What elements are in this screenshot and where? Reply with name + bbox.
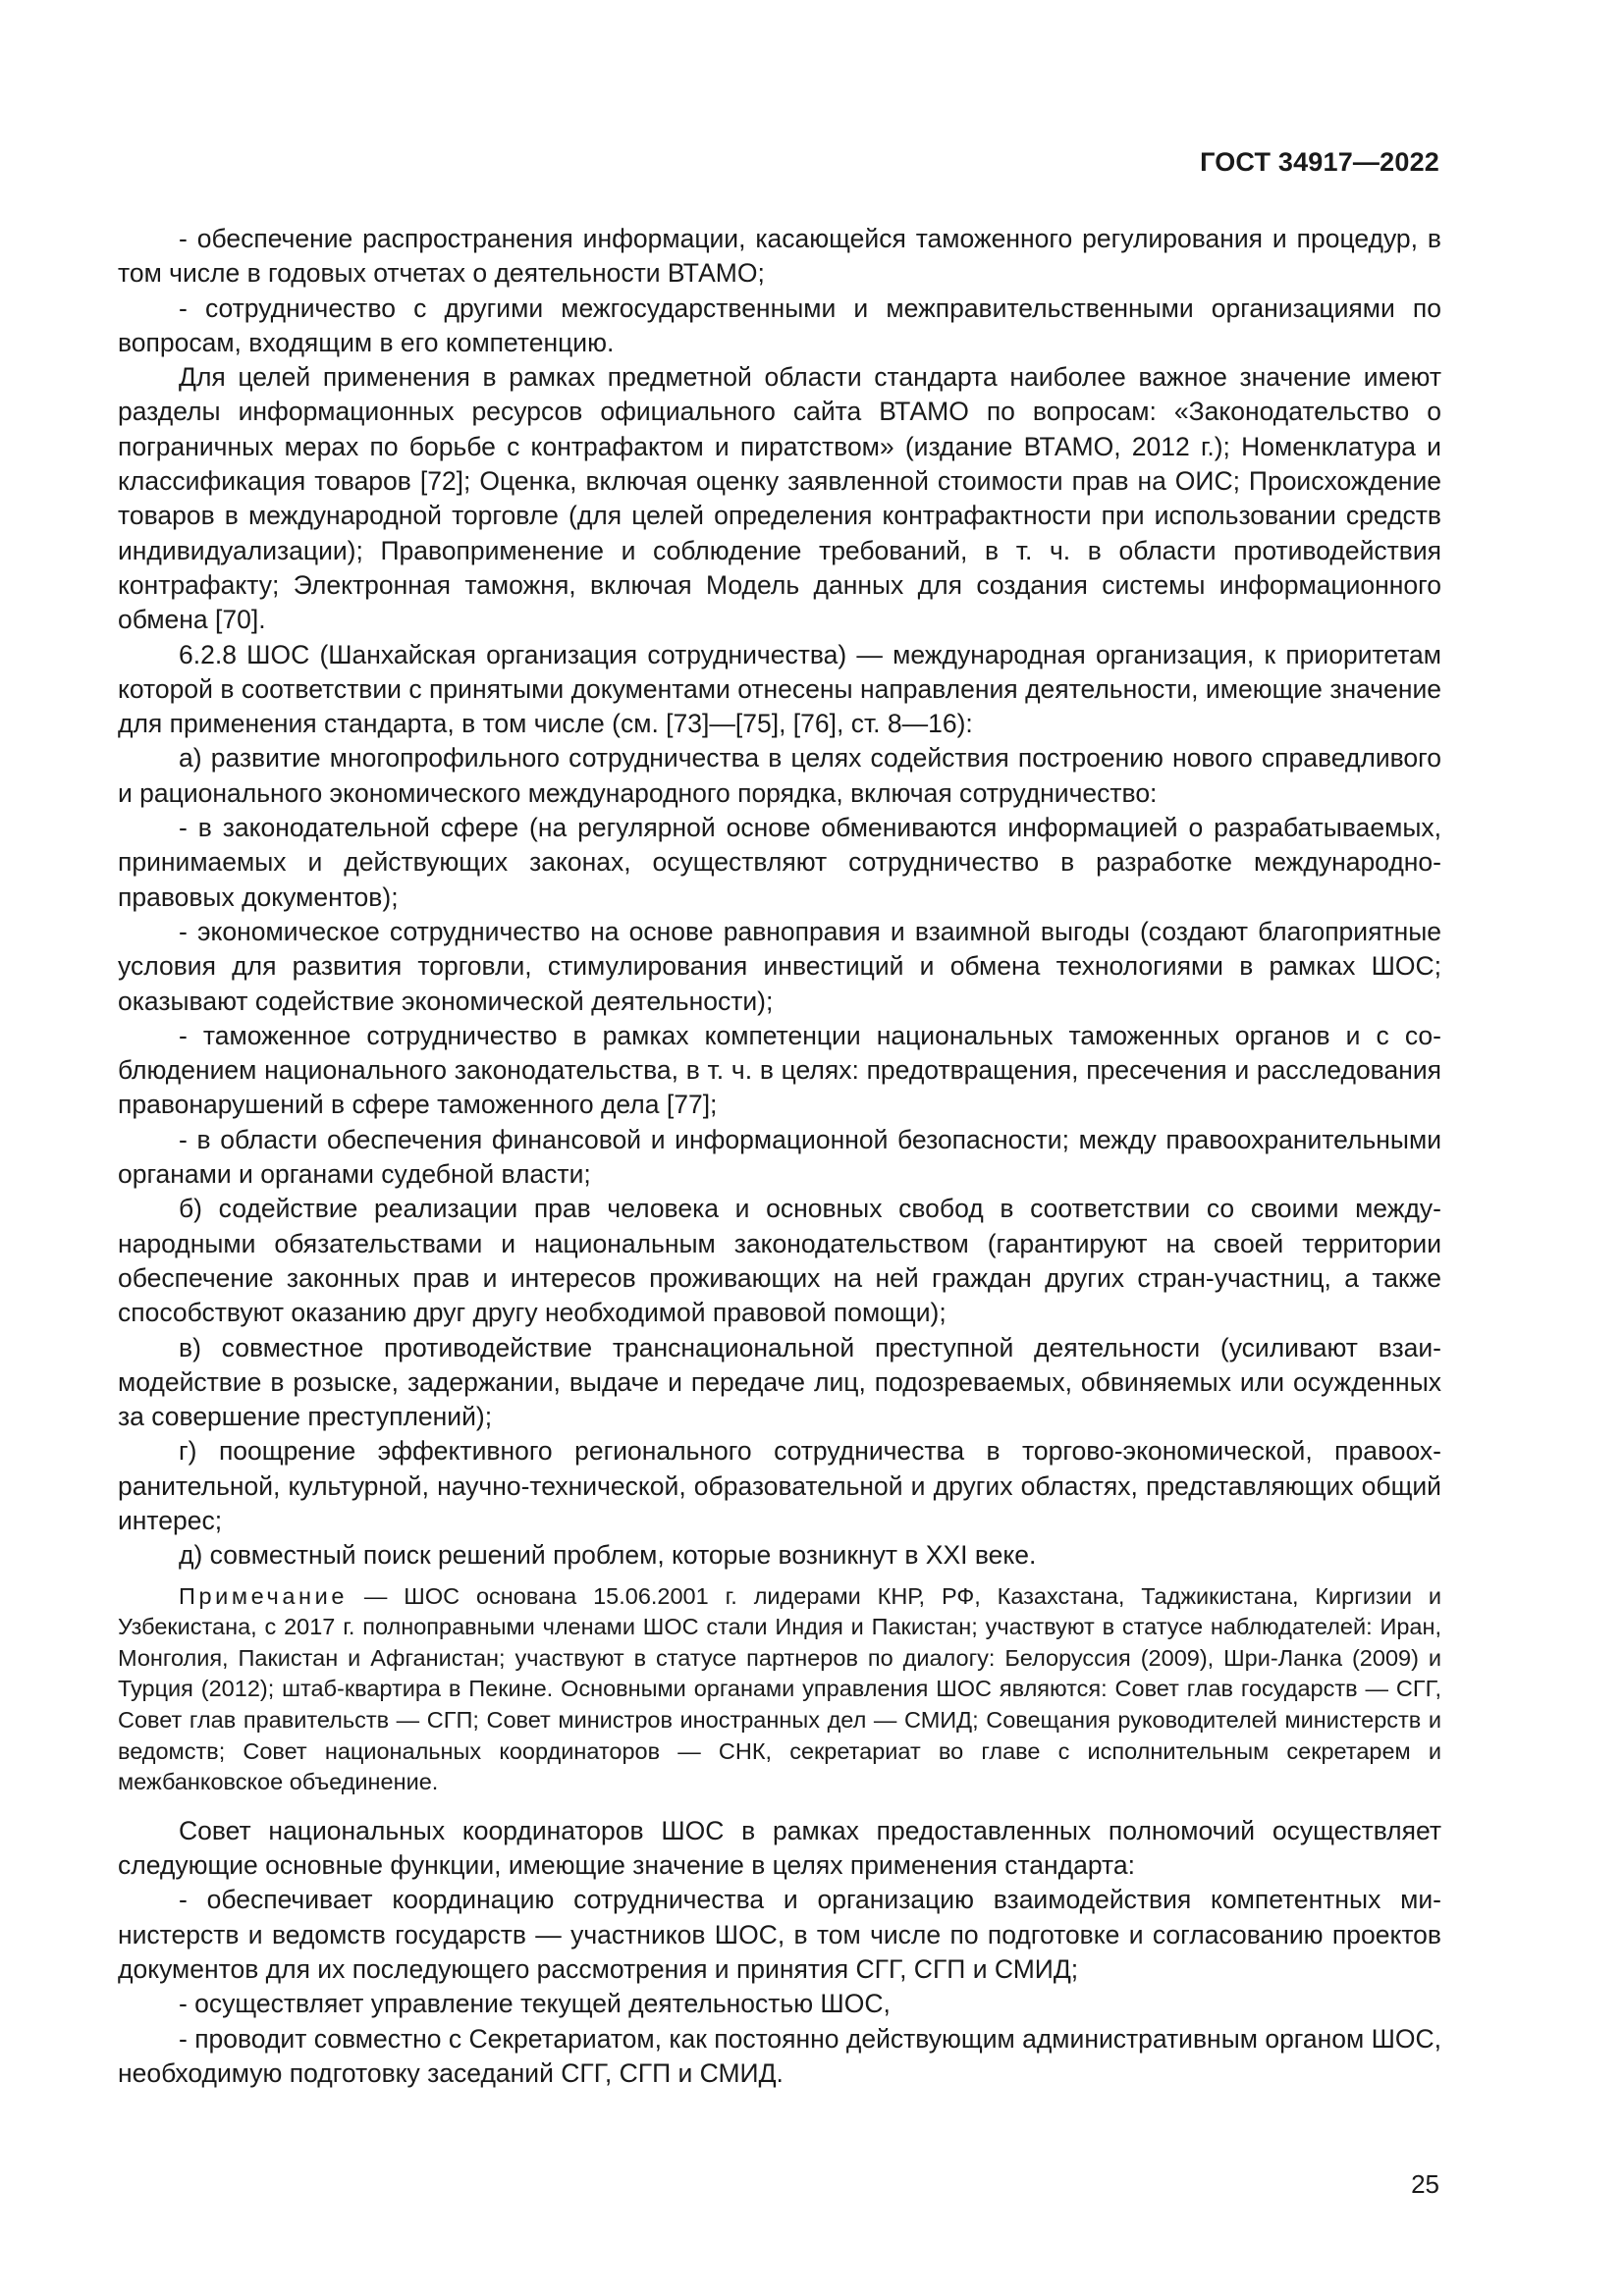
page-number: 25 <box>1411 2169 1439 2199</box>
body-paragraph: Совет национальных координаторов ШОС в рамках предоставленных полномочий осуществляет следующие основные функции, имеющие значение в целях применения стандарта: <box>118 1815 1441 1881</box>
bullet-paragraph: - проводит совместно с Секретариатом, как постоянно действующим административным органом ШОС, необходимую подготовку заседаний СГГ, СГП и СМИД. <box>118 2023 1441 2088</box>
note-text: — ШОС основана 15.06.2001 г. лидерами КНР, РФ, Казахстана, Таджикистана, Киргизии и Узбекистана, с 2017 г. полноправными членами ШОС стали Индия и Пакистан; участвуют в статусе наблюдателей: Иран, Монголия, Пакистан и Афганистан; участвуют в статусе партнеров по диалогу: Белоруссия (2009), Шри-Ланка (2009) и Турция (2012); штаб-квартира в Пекине. Основными органами управления ШОС являются: Совет глав государств — СГГ, Совет глав правительств — СГП; Совет министров иностранных дел — СМИД; Совещания руководителей министерств и ведомств; Совет национальных координаторов — СНК, секретариат во главе с исполнительным секретарем и межбанковское объединение. <box>118 1582 1441 1795</box>
bullet-paragraph: - обеспечивает координацию сотрудничества и организацию взаимодействия компетентных министерств и ведомств государств — участников ШОС, в том числе по подготовке и согласованию проектов документов для их последующего рассмотрения и принятия СГГ, СГП и СМИД; <box>118 1885 1441 1984</box>
bullet-paragraph: - таможенное сотрудничество в рамках компетенции национальных таможенных органов и с соблюдением национального законодательства, в т. ч. в целях: предотвращения, пресечения и расследования правонарушений в сфере таможенного дела [77]; <box>118 1020 1441 1120</box>
note-paragraph <box>118 1581 1441 1798</box>
list-item-b: б) содействие реализации прав человека и основных свобод в соответствии со своими международными обязательствами и национальным законодательством (гарантируют на своей территории обеспечение законных прав и интересов проживающих на ней граждан других стран-участниц, а также способствуют оказанию друг другу необходимой правовой помощи); <box>118 1194 1441 1328</box>
council-functions-section <box>118 1814 1441 2091</box>
document-body <box>118 222 1441 2091</box>
bullet-paragraph: - в законодательной сфере (на регулярной основе обмениваются информацией о разрабатываемых, принимаемых и действующих законах, осуществляют сотрудничество в разработке международно-правовых документов); <box>118 813 1441 912</box>
list-item-a: а) развитие многопрофильного сотрудничества в целях содействия построению нового справедливого и рационального экономического международного порядка, включая сотрудничество: <box>118 743 1441 808</box>
document-standard-number: ГОСТ 34917—2022 <box>1200 147 1439 177</box>
section-paragraph-6-2-8: 6.2.8 ШОС (Шанхайская организация сотрудничества) — международная организация, к приоритетам которой в соответствии с принятыми документами отнесены направления деятельности, имеющие значение для применения стандарта, в том числе (см. [73]—[75], [76], ст. 8—16): <box>118 639 1441 739</box>
note-block <box>118 1581 1441 1798</box>
bullet-paragraph: - экономическое сотрудничество на основе равноправия и взаимной выгоды (создают благоприятные условия для развития торговли, стимулирования инвестиций и обмена технологиями в рамках ШОС; оказывают содействие экономической деятельности); <box>118 916 1441 1016</box>
bullet-paragraph: - сотрудничество с другими межгосударственными и межправительственными организациями по вопросам, входящим в его компетенцию. <box>118 293 1441 357</box>
bullet-paragraph: - обеспечение распространения информации, касающейся таможенного регулирования и процедур, в том числе в годовых отчетах о деятельности ВТАМО; <box>118 224 1441 289</box>
list-item-v: в) совместное противодействие транснациональной преступной деятельности (усиливают взаимодействие в розыске, задержании, выдаче и передаче лиц, подозреваемых, обвиняемых или осужденных за совершение преступлений); <box>118 1332 1441 1432</box>
list-item-g: г) поощрение эффективного регионального сотрудничества в торгово-экономической, правоохранительной, культурной, научно-технической, образовательной и других областях, представляющих общий интерес; <box>118 1436 1441 1535</box>
list-item-d: д) совместный поиск решений проблем, которые возникнут в XXI веке. <box>179 1540 1037 1571</box>
bullet-paragraph: - осуществляет управление текущей деятельностью ШОС, <box>179 1989 891 2019</box>
body-paragraph: Для целей применения в рамках предметной области стандарта наиболее важное значение имеют разделы информационных ресурсов официального сайта ВТАМО по вопросам: «Законодательство о пограничных мерах по борьбе с контрафактом и пиратством» (издание ВТАМО, 2012 г.); Номенклатура и классификация товаров [72]; Оценка, включая оценку заявленной стоимости прав на ОИС; Происхождение товаров в международной торговле (для целей определения контрафактности при использовании средств индивидуализации); Правоприменение и соблюдение требований, в т. ч. в области противодействия контрафакту; Электронная таможня, включая Модель данных для создания системы информационного обмена [70]. <box>118 362 1441 635</box>
bullet-paragraph: - в области обеспечения финансовой и информационной безопасности; между правоохранительными органами и органами судебной власти; <box>118 1124 1441 1190</box>
note-label: Примечание <box>179 1582 349 1609</box>
